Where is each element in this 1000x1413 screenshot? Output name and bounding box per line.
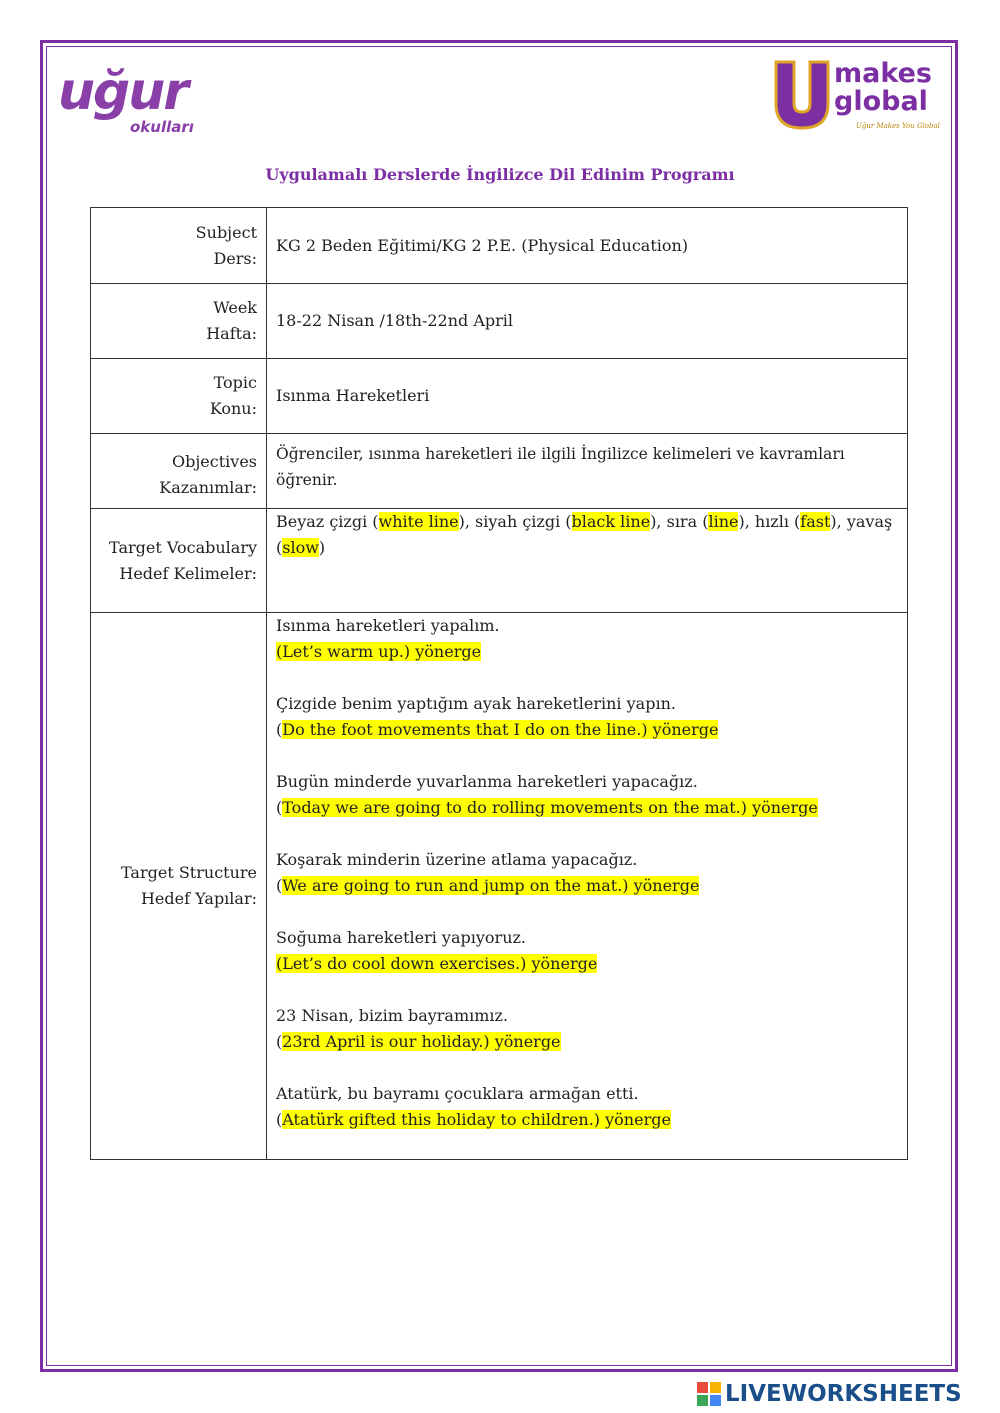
structures-row xyxy=(91,613,908,1160)
structure-en: 23rd April is our holiday.) yönerge xyxy=(282,1032,561,1051)
structure-en: Atatürk gifted this holiday to children.) yönerge xyxy=(282,1110,671,1129)
topic-label: Topic Konu: xyxy=(91,359,267,434)
vocab-word: fast xyxy=(800,512,831,531)
structure-en: Do the foot movements that I do on the line.) yönerge xyxy=(282,720,719,739)
week-label: Week Hafta: xyxy=(91,284,267,359)
logo-main-text: uğur xyxy=(58,62,187,122)
objectives-value: Öğrenciler, ısınma hareketleri ile ilgili İngilizce kelimeleri ve kavramları öğrenir. xyxy=(267,434,908,509)
structures-label: Target Structure Hedef Yapılar: xyxy=(91,613,267,1160)
structure-tr: Soğuma hareketleri yapıyoruz. xyxy=(276,928,527,947)
ugur-okullari-logo xyxy=(58,62,208,142)
structures-value: Isınma hareketleri yapalım. (Let’s warm up.) yönerge Çizgide benim yaptığım ayak hareketlerini yapın. (Do the foot movements that I do on the line.) yönerge Bugün minderde yuvarlanma hareketleri yapacağız. (Today we are going to do rolling movements on the mat.) yönerge Koşarak minderin üzerine atlama yapacağız. (We are going to run and jump on the mat.) yönerge Soğuma hareketleri yapıyoruz. (Let’s do cool down exercises.) yönerge 23 Nisan, bizim bayramımız. (23rd April is our holiday.) yönerge Atatürk, bu bayramı çocuklara armağan etti. (Atatürk gifted this holiday to children.) yönerge xyxy=(267,613,908,1160)
week-value: 18-22 Nisan /18th-22nd April xyxy=(267,284,908,359)
structure-en: (Let’s warm up.) yönerge xyxy=(276,642,482,661)
u-letter-icon xyxy=(772,58,832,130)
liveworksheets-watermark xyxy=(697,1380,962,1408)
vocabulary-row xyxy=(91,509,908,613)
subject-row xyxy=(91,208,908,284)
liveworksheets-badge-icon xyxy=(697,1382,721,1406)
objectives-row xyxy=(91,434,908,509)
vocab-word: line xyxy=(708,512,739,531)
lesson-plan-table xyxy=(90,207,908,1160)
vocab-word: slow xyxy=(282,538,319,557)
week-row xyxy=(91,284,908,359)
structure-tr: Çizgide benim yaptığım ayak hareketlerini yapın. xyxy=(276,694,676,713)
topic-row xyxy=(91,359,908,434)
logo-makes-text: makes xyxy=(834,58,932,89)
logo-tagline: Uğur Makes You Global xyxy=(856,122,940,130)
subject-value: KG 2 Beden Eğitimi/KG 2 P.E. (Physical Education) xyxy=(267,208,908,284)
structure-tr: Atatürk, bu bayramı çocuklara armağan etti. xyxy=(276,1084,639,1103)
topic-value: Isınma Hareketleri xyxy=(267,359,908,434)
structure-tr: Isınma hareketleri yapalım. xyxy=(276,616,500,635)
subject-label: Subject Ders: xyxy=(91,208,267,284)
structure-en: (Let’s do cool down exercises.) yönerge xyxy=(276,954,598,973)
vocab-word: black line xyxy=(571,512,651,531)
watermark-text: LIVEWORKSHEETS xyxy=(725,1381,962,1407)
objectives-label: Objectives Kazanımlar: xyxy=(91,434,267,509)
logo-global-text: global xyxy=(834,86,928,117)
document-title: Uygulamalı Derslerde İngilizce Dil Edinim Programı xyxy=(265,165,735,184)
vocabulary-label: Target Vocabulary Hedef Kelimeler: xyxy=(91,509,267,613)
vocab-word: white line xyxy=(378,512,459,531)
structure-en: We are going to run and jump on the mat.) yönerge xyxy=(282,876,700,895)
u-makes-global-logo xyxy=(772,58,947,138)
structure-en: Today we are going to do rolling movements on the mat.) yönerge xyxy=(282,798,818,817)
logo-sub-text: okulları xyxy=(130,118,194,136)
structure-tr: Koşarak minderin üzerine atlama yapacağız. xyxy=(276,850,638,869)
structure-tr: Bugün minderde yuvarlanma hareketleri yapacağız. xyxy=(276,772,698,791)
vocabulary-value: Beyaz çizgi (white line), siyah çizgi (black line), sıra (line), hızlı (fast), yavaş (slow) xyxy=(267,509,908,613)
structure-tr: 23 Nisan, bizim bayramımız. xyxy=(276,1006,509,1025)
